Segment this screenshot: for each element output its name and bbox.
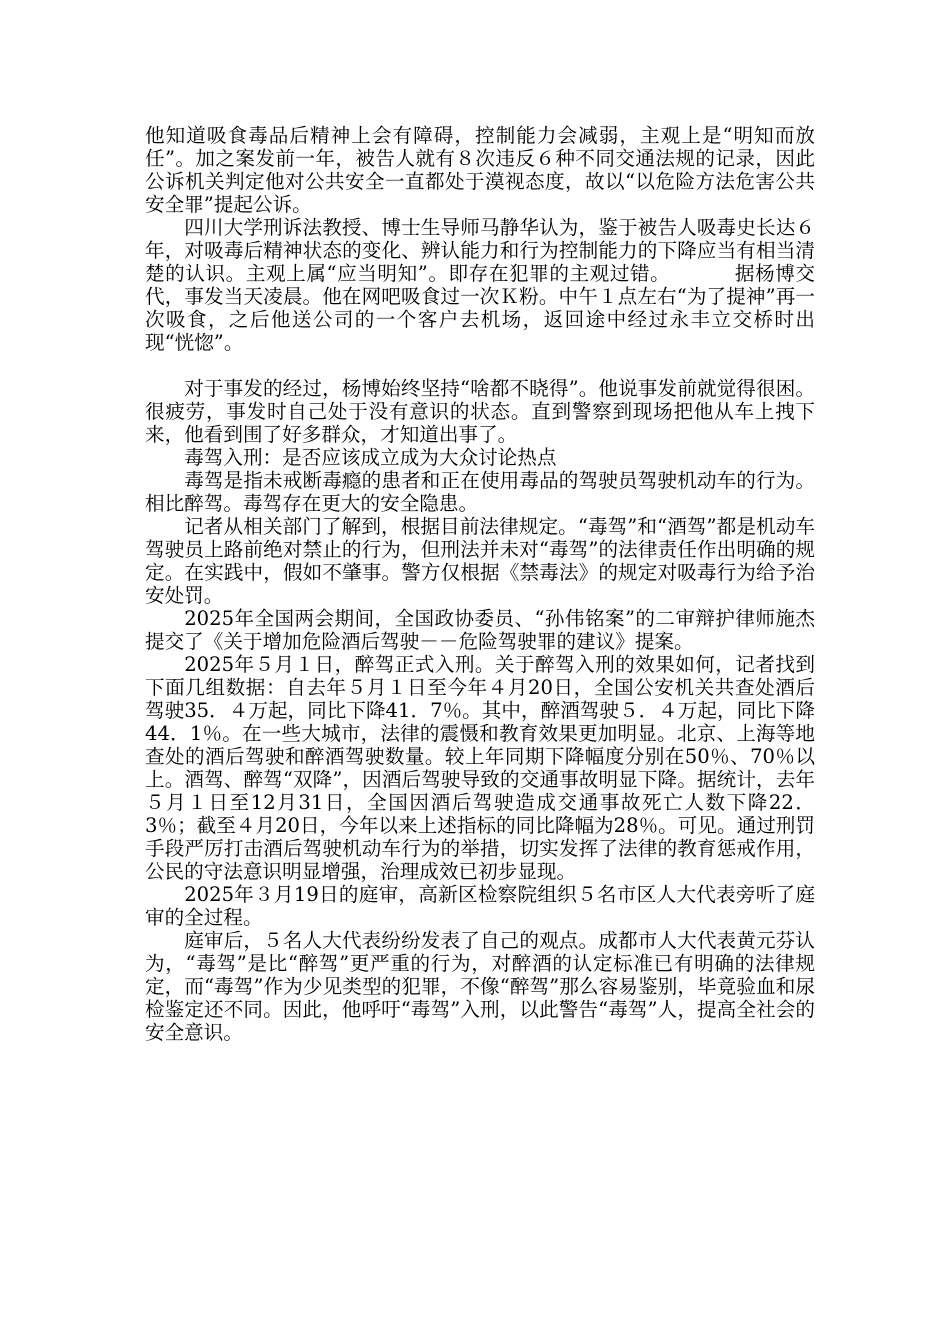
paragraph: 记者从相关部门了解到，根据目前法律规定。“毒驾”和“酒驾”都是机动车驾驶员上路前绝对禁止的行为，但刑法并未对“毒驾”的法律责任作出明确的规定。在实践中，假如不肇事。警方仅根据《禁毒法》的规定对吸毒行为给予治安处罚。: [145, 515, 815, 607]
paragraph: 他知道吸食毒品后精神上会有障碍，控制能力会减弱，主观上是“明知而放任”。加之案发前一年，被告人就有８次违反６种不同交通法规的记录，因此公诉机关判定他对公共安全一直都处于漠视态度，故以“以危险方法危害公共安全罪”提起公诉。: [145, 124, 815, 216]
section-heading: 毒驾入刑：是否应该成立成为大众讨论热点: [184, 446, 557, 469]
paragraph: 2025年５月１日，醉驾正式入刑。关于醉驾入刑的效果如何，记者找到下面几组数据：自去年５月１日至今年４月20日，全国公安机关共查处酒后驾驶35．４万起，同比下降41．7％。其中，醉酒驾驶５．４万起，同比下降44．1％。在一些大城市，法律的震慑和教育效果更加明显。北京、上海等地查处的酒后驾驶和醉酒驾驶数量。较上年同期下降幅度分别在50％、70％以上。酒驾、醉驾“双降”，因酒后驾驶导致的交通事故明显下降。据统计，去年５月１日至12月31日，全国因酒后驾驶造成交通事故死亡人数下降22．3％；截至４月20日，今年以来上述指标的同比降幅为28％。可见。通过刑罚手段严厉打击酒后驾驶机动车行为的举措，切实发挥了法律的教育惩戒作用，公民的守法意识明显增强，治理成效已初步显现。: [145, 653, 815, 883]
paragraph: 毒驾是指未戒断毒瘾的患者和正在使用毒品的驾驶员驾驶机动车的行为。相比醉驾。毒驾存在更大的安全隐患。: [145, 469, 815, 515]
paragraph: [145, 216, 815, 354]
paragraph: 对于事发的经过，杨博始终坚持“啥都不晓得”。他说事发前就觉得很困。很疲劳，事发时自己处于没有意识的状态。直到警察到现场把他从车上拽下来，他看到围了好多群众，才知道出事了。: [145, 377, 815, 446]
document-body: [145, 124, 815, 1044]
paragraph-text: 四川大学刑诉法教授、博士生导师马静华认为，鉴于被告人吸毒史长达６年，对吸毒后精神状态的变化、辨认能力和行为控制能力的下降应当有相当清楚的认识。主观上属“应当明知”。即存在犯罪的主观过错。: [145, 216, 815, 285]
paragraph: 庭审后，５名人大代表纷纷发表了自己的观点。成都市人大代表黄元芬认为，“毒驾”是比“醉驾”更严重的行为，对醉酒的认定标准已有明确的法律规定，而“毒驾”作为少见类型的犯罪，不像“醉驾”那么容易鉴别，毕竟验血和尿检鉴定还不同。因此，他呼吁“毒驾”入刑，以此警告“毒驾”人，提高全社会的安全意识。: [145, 929, 815, 1044]
paragraph: 2025年全国两会期间，全国政协委员、“孙伟铭案”的二审辩护律师施杰提交了《关于增加危险酒后驾驶－－危险驾驶罪的建议》提案。: [145, 607, 815, 653]
paragraph: 2025年３月19日的庭审，高新区检察院组织５名市区人大代表旁听了庭审的全过程。: [145, 883, 815, 929]
paragraph-text: 据杨博交代，事发当天凌晨。他在网吧吸食过一次Ｋ粉。中午１点左右“为了提神”再一次吸食，之后他送公司的一个客户去机场，返回途中经过永丰立交桥时出现“恍惚”。: [145, 262, 815, 354]
